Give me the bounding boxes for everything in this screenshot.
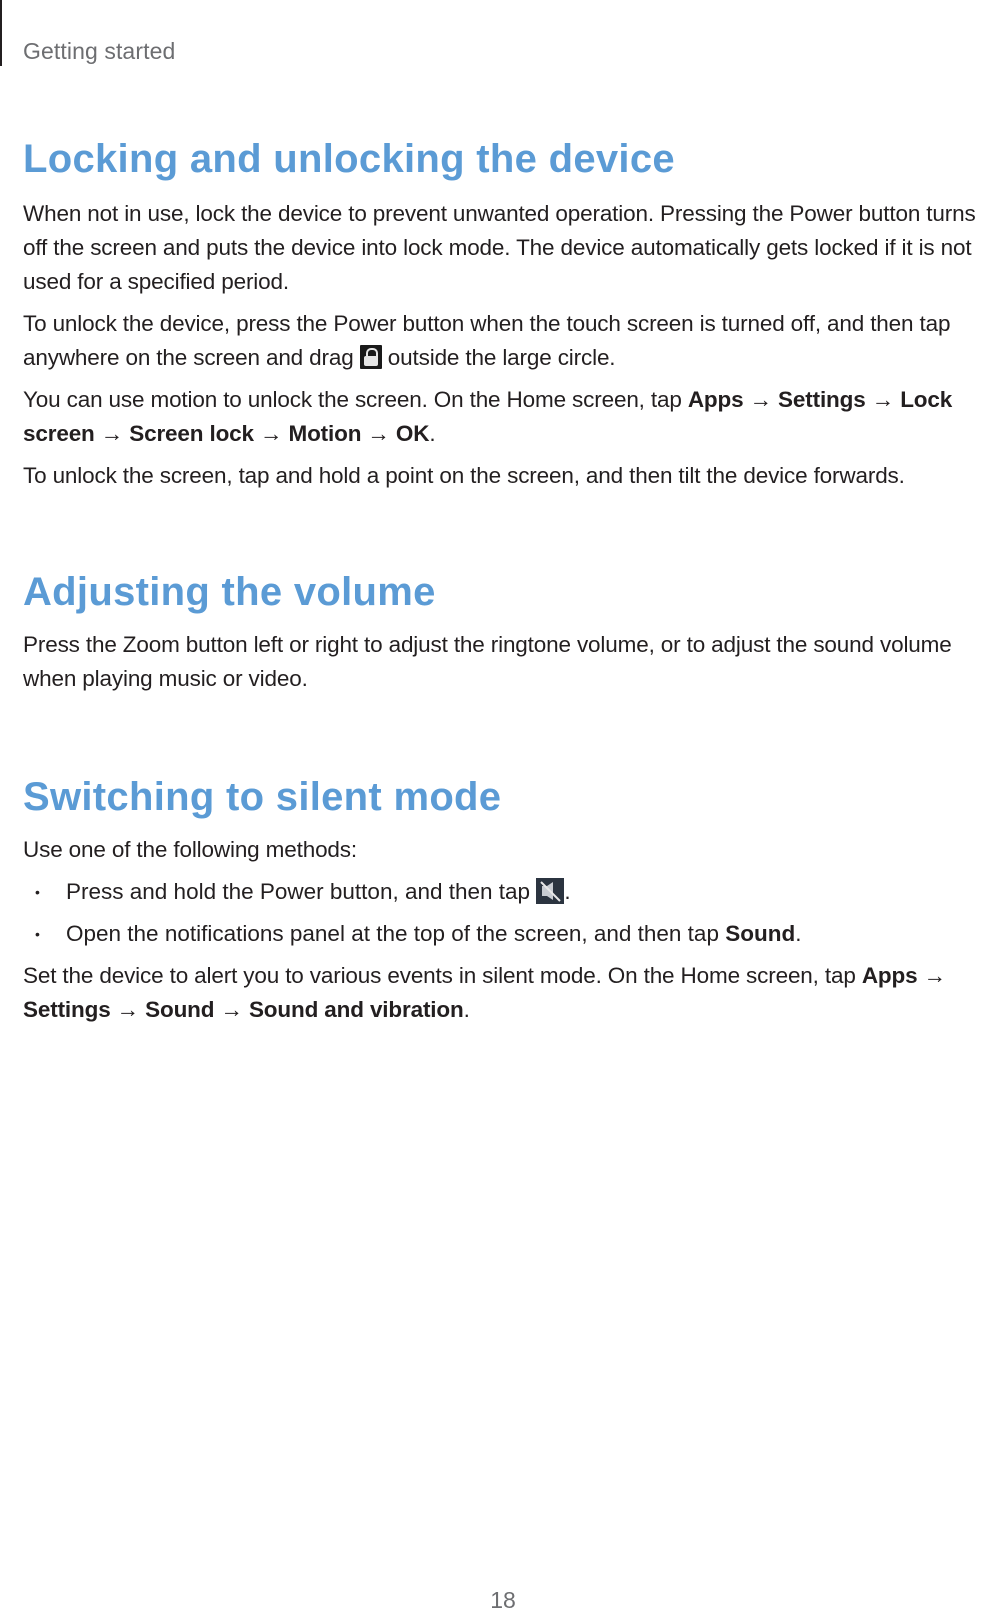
menu-path-lock-screen: Lock screen xyxy=(23,387,953,446)
bullet-icon: • xyxy=(35,884,40,900)
methods-list xyxy=(23,875,1003,951)
margin-rule xyxy=(0,0,2,66)
arrow-icon: → xyxy=(260,421,283,446)
page-content xyxy=(23,135,1003,1022)
paragraph: To unlock the device, press the Power button when the touch screen is turned off, and then tap anywhere on the screen and drag outside the large circle. xyxy=(23,311,951,370)
list-item: • Press and hold the Power button, and then tap . xyxy=(23,875,1003,909)
page-number: 18 xyxy=(490,1587,516,1613)
menu-path-settings: Settings xyxy=(778,387,866,412)
section-title: Switching to silent mode xyxy=(23,775,502,819)
section-volume xyxy=(23,568,1003,696)
paragraph: You can use motion to unlock the screen. On the Home screen, tap Apps → Settings → Lock screen → Screen lock → Motion → OK. xyxy=(23,387,953,446)
running-header: Getting started xyxy=(23,38,176,64)
section-locking xyxy=(23,135,1003,493)
menu-path-ok: OK xyxy=(395,421,430,446)
mute-icon xyxy=(536,878,564,904)
arrow-icon: → xyxy=(116,997,140,1022)
paragraph: Set the device to alert you to various events in silent mode. On the Home screen, tap Apps → Settings → Sound → Sound and vibration. xyxy=(23,963,946,1022)
arrow-icon: → xyxy=(220,997,243,1022)
paragraph: To unlock the screen, tap and hold a point on the screen, and then tilt the device forwards. xyxy=(23,463,905,488)
bullet-icon: • xyxy=(35,926,40,942)
menu-path-apps: Apps xyxy=(687,387,744,412)
paragraph: When not in use, lock the device to prevent unwanted operation. Pressing the Power button turns off the screen and puts the device into lock mode. The device automatically gets locked if it is not used for a specified period. xyxy=(23,201,976,294)
arrow-icon: → xyxy=(100,421,124,446)
menu-path-screen-lock: Screen lock xyxy=(129,421,254,446)
menu-path-apps: Apps xyxy=(861,963,918,988)
section-title: Adjusting the volume xyxy=(23,570,436,614)
arrow-icon: → xyxy=(923,963,946,988)
menu-path-sound: Sound xyxy=(725,921,796,946)
section-title: Locking and unlocking the device xyxy=(23,137,675,181)
list-item: • Open the notifications panel at the top of the screen, and then tap Sound. xyxy=(23,917,1003,951)
menu-path-sound: Sound xyxy=(145,997,215,1022)
paragraph: Press the Zoom button left or right to adjust the ringtone volume, or to adjust the sound volume when playing music or video. xyxy=(23,632,952,691)
arrow-icon: → xyxy=(367,421,390,446)
menu-path-settings: Settings xyxy=(23,997,111,1022)
menu-path-sound-and-vibration: Sound and vibration xyxy=(248,997,464,1022)
lock-icon xyxy=(360,345,382,369)
arrow-icon: → xyxy=(871,387,895,412)
menu-path-motion: Motion xyxy=(288,421,362,446)
section-silent-mode xyxy=(23,773,1003,1027)
paragraph: Use one of the following methods: xyxy=(23,837,358,862)
arrow-icon: → xyxy=(749,387,772,412)
